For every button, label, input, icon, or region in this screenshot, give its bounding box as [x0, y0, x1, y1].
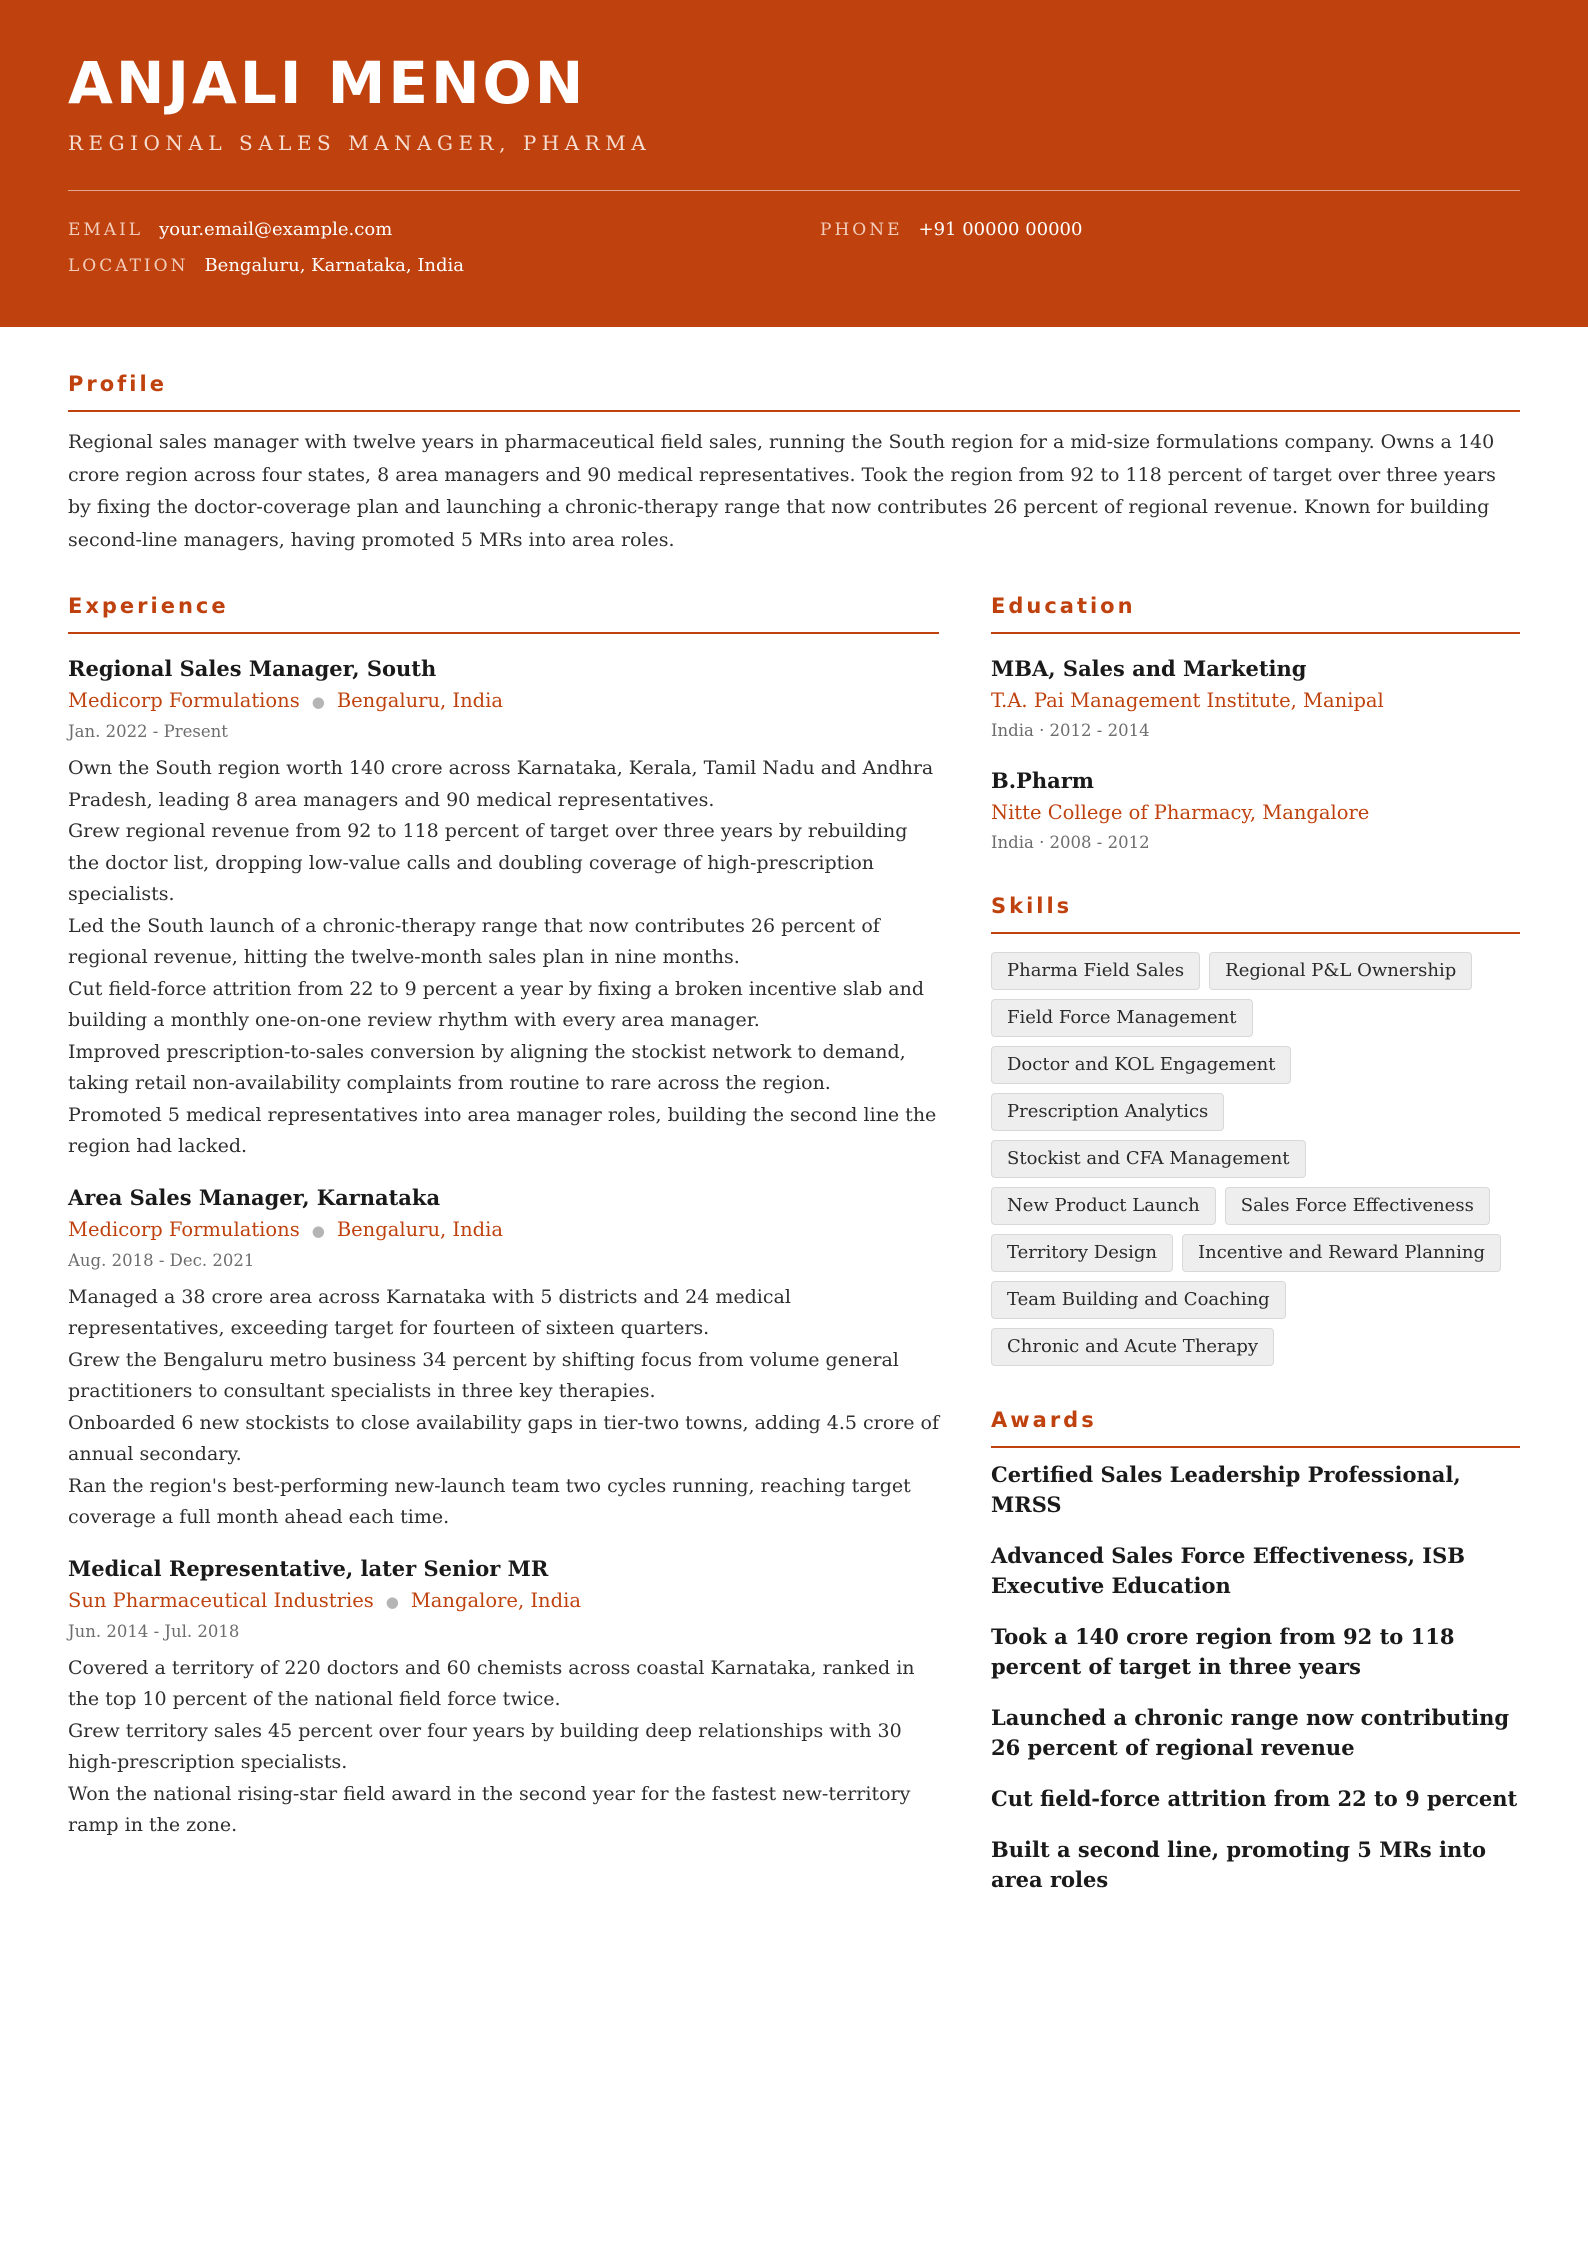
education-degree: MBA, Sales and Marketing — [991, 656, 1307, 681]
section-title-profile: Profile — [68, 370, 1520, 412]
skill-chip: Field Force Management — [991, 999, 1253, 1037]
job-title: Area Sales Manager, Karnataka — [68, 1184, 441, 1210]
job-bullet: Promoted 5 medical representatives into area manager roles, building the second line the region had lacked. — [68, 1103, 937, 1157]
skill-chip: Incentive and Reward Planning — [1182, 1234, 1501, 1272]
job-bullets — [68, 1653, 939, 1842]
job-meta — [68, 1586, 939, 1617]
skill-chip: Doctor and KOL Engagement — [991, 1046, 1291, 1084]
skill-chip: Team Building and Coaching — [991, 1281, 1286, 1319]
skill-chip: Regional P&L Ownership — [1209, 952, 1472, 990]
education-school: Nitte College of Pharmacy, Mangalore — [991, 801, 1370, 824]
section-title-awards: Awards — [991, 1406, 1520, 1448]
job-entry — [68, 1554, 939, 1842]
skill-chip: Territory Design — [991, 1234, 1173, 1272]
job-entry — [68, 1183, 939, 1534]
job-bullets — [68, 753, 939, 1163]
skills-section — [991, 892, 1520, 1366]
job-dates: Aug. 2018 - Dec. 2021 — [68, 1250, 255, 1270]
job-location: Mangalore, India — [410, 1588, 581, 1612]
job-bullet: Grew regional revenue from 92 to 118 percent of target over three years by rebuilding the doctor list, dropping low-value calls and doubling coverage of high-prescription specialists. — [68, 820, 908, 905]
separator-dot-icon: ● — [385, 1592, 399, 1611]
profile-text: Regional sales manager with twelve years in pharmaceutical field sales, running the South region for a mid-size formulations company. Owns a 140 crore region across four states, 8 area managers and 90 medical representatives. Took the region from 92 to 118 percent of target over three years by fixing the doctor-coverage plan and launching a chronic-therapy range that now contributes 26 percent of regional revenue. Known for building second-line managers, having promoted 5 MRs into area roles. — [68, 431, 1496, 551]
job-bullet: Managed a 38 crore area across Karnataka with 5 districts and 24 medical representatives, exceeding target for fourteen of sixteen quarters. — [68, 1285, 791, 1339]
job-dates: Jan. 2022 - Present — [68, 722, 228, 741]
job-bullet: Led the South launch of a chronic-therapy range that now contributes 26 percent of regional revenue, hitting the twelve-month sales plan in nine months. — [68, 914, 880, 968]
education-section — [991, 592, 1520, 856]
job-title: Medical Representative, later Senior MR — [68, 1555, 549, 1581]
job-company: Medicorp Formulations — [68, 1217, 300, 1241]
skill-chip: Chronic and Acute Therapy — [991, 1328, 1274, 1366]
contact-info — [68, 218, 1520, 298]
contact-location — [68, 254, 464, 278]
job-bullet: Improved prescription-to-sales conversion by aligning the stockist network to demand, taking retail non-availability complaints from routine to rare across the region. — [68, 1040, 906, 1094]
education-degree: B.Pharm — [991, 768, 1095, 793]
job-meta — [68, 686, 939, 717]
award-item: Built a second line, promoting 5 MRs into area roles — [991, 1837, 1486, 1892]
skill-chip: Sales Force Effectiveness — [1225, 1187, 1490, 1225]
section-title-experience: Experience — [68, 592, 939, 634]
job-bullets — [68, 1282, 939, 1534]
candidate-role: REGIONAL SALES MANAGER, PHARMA — [68, 131, 652, 155]
education-school: T.A. Pai Management Institute, Manipal — [991, 689, 1384, 712]
job-location: Bengaluru, India — [336, 1217, 504, 1241]
job-title: Regional Sales Manager, South — [68, 656, 437, 681]
email-value[interactable]: your.email@example.com — [159, 219, 393, 240]
job-meta — [68, 1215, 939, 1246]
resume-header — [0, 0, 1588, 327]
profile-section — [68, 370, 1520, 556]
job-dates: Jun. 2014 - Jul. 2018 — [68, 1621, 240, 1641]
education-list — [991, 654, 1520, 856]
experience-section — [68, 592, 939, 1842]
job-location: Bengaluru, India — [336, 689, 504, 712]
job-bullet: Onboarded 6 new stockists to close availability gaps in tier-two towns, adding 4.5 crore of annual secondary. — [68, 1411, 940, 1465]
job-list — [68, 654, 939, 1842]
job-bullet: Own the South region worth 140 crore across Karnataka, Kerala, Tamil Nadu and Andhra Pradesh, leading 8 area managers and 90 medical representatives. — [68, 757, 934, 811]
email-label: EMAIL — [68, 220, 144, 240]
skill-chip: Prescription Analytics — [991, 1093, 1224, 1131]
separator-dot-icon: ● — [311, 1221, 325, 1240]
awards-section — [991, 1406, 1520, 1895]
contact-phone — [820, 218, 1082, 242]
candidate-name: ANJALI MENON — [68, 49, 587, 117]
separator-dot-icon: ● — [311, 693, 325, 711]
award-item: Advanced Sales Force Effectiveness, ISB Executive Education — [991, 1543, 1465, 1598]
job-entry — [68, 654, 939, 1163]
job-company: Medicorp Formulations — [68, 689, 300, 712]
job-company: Sun Pharmaceutical Industries — [68, 1588, 374, 1612]
award-item: Certified Sales Leadership Professional, MRSS — [991, 1462, 1461, 1517]
award-list — [991, 1460, 1520, 1895]
job-bullet: Ran the region's best-performing new-launch team two cycles running, reaching target coverage a full month ahead each time. — [68, 1474, 911, 1528]
section-title-skills: Skills — [991, 892, 1520, 934]
award-item: Cut field-force attrition from 22 to 9 percent — [991, 1786, 1518, 1811]
skill-chips — [991, 952, 1520, 1366]
skill-chip: New Product Launch — [991, 1187, 1216, 1225]
award-item: Launched a chronic range now contributing 26 percent of regional revenue — [991, 1705, 1510, 1760]
education-meta: India · 2012 - 2014 — [991, 721, 1150, 740]
job-bullet: Grew the Bengaluru metro business 34 percent by shifting focus from volume general practitioners to consultant specialists in three key therapies. — [68, 1348, 899, 1402]
phone-value[interactable]: +91 00000 00000 — [918, 219, 1083, 240]
skill-chip: Pharma Field Sales — [991, 952, 1200, 990]
skill-chip: Stockist and CFA Management — [991, 1140, 1306, 1178]
contact-email — [68, 218, 392, 242]
education-entry — [991, 654, 1520, 744]
education-meta: India · 2008 - 2012 — [991, 833, 1150, 852]
education-entry — [991, 766, 1520, 856]
header-divider — [68, 190, 1520, 191]
sidebar-column — [991, 592, 1520, 1916]
job-bullet: Grew territory sales 45 percent over four years by building deep relationships with 30 high-prescription specialists. — [68, 1719, 902, 1773]
award-item: Took a 140 crore region from 92 to 118 percent of target in three years — [991, 1624, 1455, 1679]
phone-label: PHONE — [820, 220, 903, 240]
job-bullet: Won the national rising-star field award in the second year for the fastest new-territory ramp in the zone. — [68, 1782, 911, 1836]
job-bullet: Cut field-force attrition from 22 to 9 percent a year by fixing a broken incentive slab and building a monthly one-on-one review rhythm with every area manager. — [68, 977, 925, 1031]
job-bullet: Covered a territory of 220 doctors and 60 chemists across coastal Karnataka, ranked in the top 10 percent of the national field force twice. — [68, 1656, 915, 1710]
section-title-education: Education — [991, 592, 1520, 634]
location-label: LOCATION — [68, 256, 189, 276]
location-value: Bengaluru, Karnataka, India — [204, 255, 465, 276]
